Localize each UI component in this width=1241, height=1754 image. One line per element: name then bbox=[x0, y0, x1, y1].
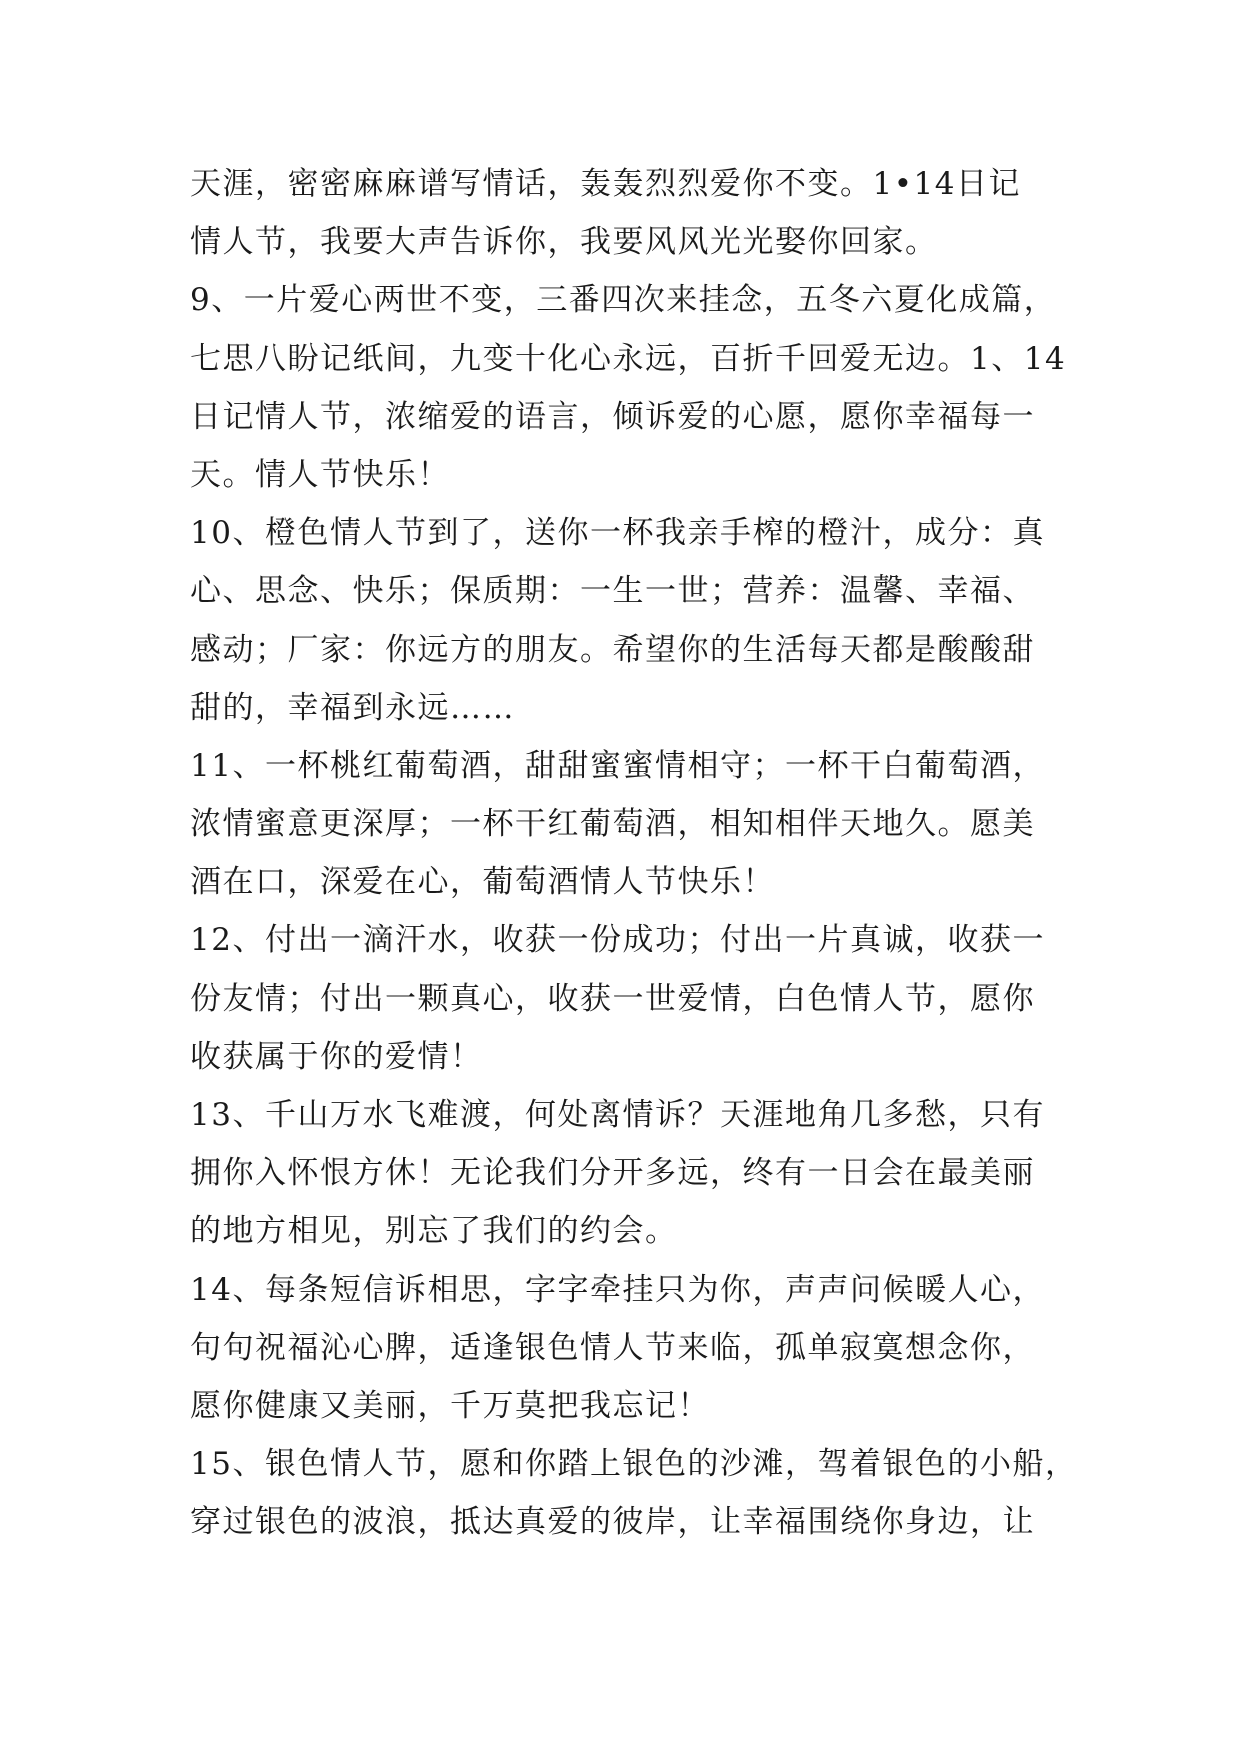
text-line: 甜的，幸福到永远…… bbox=[190, 689, 515, 726]
text-line: 酒在口，深爱在心，葡萄酒情人节快乐！ bbox=[190, 864, 775, 901]
text-line: 11、一杯桃红葡萄酒，甜甜蜜蜜情相守；一杯干白葡萄酒， bbox=[190, 747, 1045, 784]
text-line: 收获属于你的爱情！ bbox=[190, 1038, 483, 1075]
body-text bbox=[190, 155, 1078, 1552]
text-line: 9、一片爱心两世不变，三番四次来挂念，五冬六夏化成篇， bbox=[190, 282, 1057, 319]
text-line: 15、银色情人节，愿和你踏上银色的沙滩，驾着银色的小船， bbox=[190, 1446, 1078, 1483]
text-line: 心、思念、快乐；保质期：一生一世；营养：温馨、幸福、 bbox=[190, 573, 1035, 610]
text-line: 句句祝福沁心脾，适逢银色情人节来临，孤单寂寞想念你， bbox=[190, 1329, 1035, 1366]
text-line: 10、橙色情人节到了，送你一杯我亲手榨的橙汁，成分：真 bbox=[190, 515, 1045, 552]
text-line: 14、每条短信诉相思，字字牵挂只为你，声声问候暖人心， bbox=[190, 1271, 1045, 1308]
text-line: 天涯，密密麻麻谱写情话，轰轰烈烈爱你不变。1•14日记 bbox=[190, 166, 1021, 202]
text-line: 穿过银色的波浪，抵达真爱的彼岸，让幸福围绕你身边，让 bbox=[190, 1504, 1035, 1541]
text-line: 12、付出一滴汗水，收获一份成功；付出一片真诚，收获一 bbox=[190, 922, 1045, 959]
text-line: 七思八盼记纸间，九变十化心永远，百折千回爱无边。1、14 bbox=[190, 340, 1067, 377]
text-line: 的地方相见，别忘了我们的约会。 bbox=[190, 1213, 678, 1250]
text-line: 日记情人节，浓缩爱的语言，倾诉爱的心愿，愿你幸福每一 bbox=[190, 398, 1035, 435]
text-line: 天。情人节快乐！ bbox=[190, 456, 450, 493]
text-line: 情人节，我要大声告诉你，我要风风光光娶你回家。 bbox=[190, 224, 938, 261]
text-line: 浓情蜜意更深厚；一杯干红葡萄酒，相知相伴天地久。愿美 bbox=[190, 806, 1035, 843]
text-line: 13、千山万水飞难渡，何处离情诉？天涯地角几多愁，只有 bbox=[190, 1097, 1045, 1133]
text-line: 份友情；付出一颗真心，收获一世爱情，白色情人节，愿你 bbox=[190, 980, 1035, 1017]
text-line: 愿你健康又美丽，千万莫把我忘记！ bbox=[190, 1387, 710, 1424]
text-line: 拥你入怀恨方休！无论我们分开多远，终有一日会在最美丽 bbox=[190, 1155, 1035, 1192]
text-line: 感动；厂家：你远方的朋友。希望你的生活每天都是酸酸甜 bbox=[190, 631, 1035, 668]
